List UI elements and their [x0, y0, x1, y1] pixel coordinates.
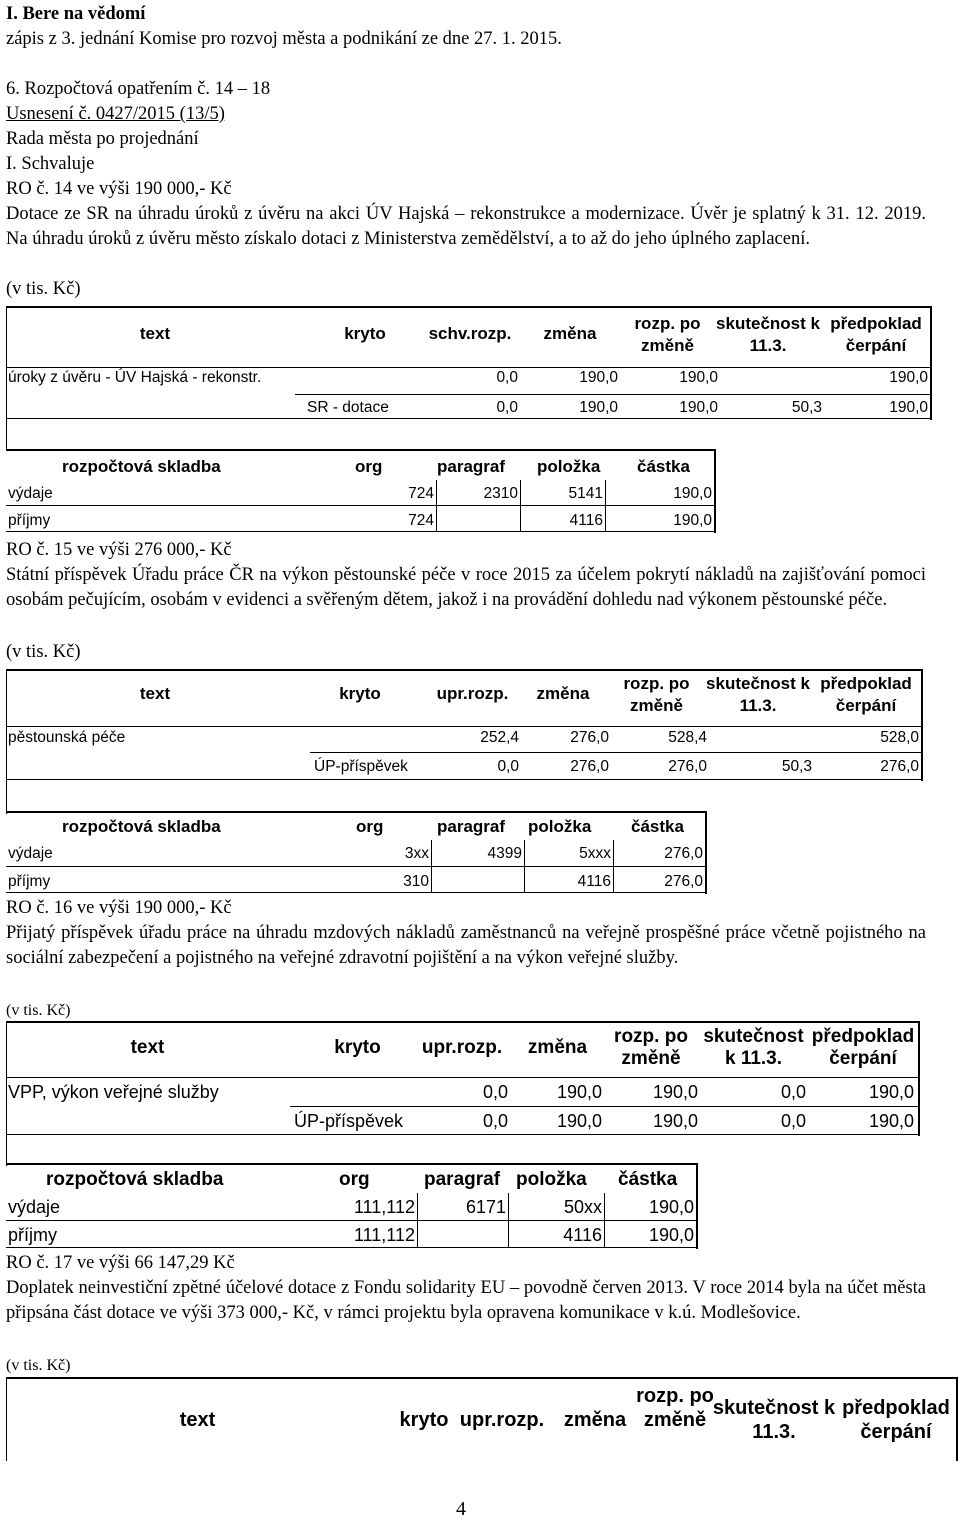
ro16-sk-row1-polozka: 50xx [563, 1197, 602, 1217]
ro16-row2-skutecnost: 0,0 [780, 1111, 806, 1131]
ro15-sk-col-paragraf: paragraf [437, 817, 506, 836]
ro14-sk-col-polozka: položka [537, 457, 601, 476]
ro16-sk-row1-org: 111,112 [353, 1197, 415, 1217]
ro15-row2-skutecnost: 50,3 [781, 758, 812, 775]
ro17-col-upr: upr.rozp. [459, 1409, 545, 1431]
ro16-sk-row1-paragraf: 6171 [465, 1197, 506, 1217]
ro14-row1-text: úroky z úvěru - ÚV Hajská - rekonstr. [8, 369, 262, 386]
ro15-col-upr: upr.rozp. [436, 684, 509, 703]
ro15-sk-row1-org: 3xx [404, 845, 429, 862]
ro14-description: Dotace ze SR na úhradu úroků z úvěru na akci ÚV Hajská – rekonstrukce a modernizace. Úvěr je splatný k 31. 12. 2019. Na úhradu úroků z úvěru město získalo dotaci z Ministerstva zemědělství, a to až do jeho úplného zaplacení. [6, 204, 926, 249]
ro15-row2-rozp: 276,0 [668, 758, 707, 775]
ro14-row2-schv: 0,0 [496, 399, 518, 416]
ro14-sk-row1-paragraf: 2310 [483, 485, 518, 502]
ro14-sk-row1-org: 724 [408, 485, 434, 502]
ro16-col-predpoklad: předpoklad čerpání [811, 1026, 915, 1069]
ro15-col-rozp-po-zmene: rozp. po změně [623, 674, 690, 715]
ro14-row1-schv: 0,0 [496, 369, 518, 386]
ro17-col-rozp-po-zmene: rozp. po změně [636, 1385, 714, 1431]
ro15-row2-zmena: 276,0 [570, 758, 609, 775]
ro16-row1-upr: 0,0 [482, 1082, 508, 1102]
ro16-description: Přijatý příspěvek úřadu práce na úhradu mzdových nákladů zaměstnanců na veřejně prospěšné práce včetně pojistného na sociální zabezpečení a pojistného na veřejné zdravotní pojištění a na výkon veřejné služby. [6, 923, 926, 968]
ro16-row1-skutecnost: 0,0 [780, 1082, 806, 1102]
ro16-sk-row1-castka: 190,0 [648, 1197, 694, 1217]
ro16-sk-row2-castka: 190,0 [648, 1225, 694, 1245]
ro17-unit: (v tis. Kč) [6, 1357, 71, 1374]
ro14-col-schv: schv.rozp. [428, 324, 512, 343]
council-line: Rada města po projednání [6, 129, 199, 149]
ro15-sk-row2-castka: 276,0 [664, 873, 703, 890]
ro16-sk-row1-label: výdaje [8, 1197, 61, 1217]
ro15-sk-col-skladba: rozpočtová skladba [62, 817, 221, 836]
ro15-sk-row1-polozka: 5xxx [579, 845, 611, 862]
ro15-col-zmena: změna [536, 684, 590, 703]
ro14-row1-predpoklad: 190,0 [889, 369, 928, 386]
ro16-row2-kryto: ÚP-příspěvek [294, 1111, 404, 1131]
ro14-row1-zmena: 190,0 [579, 369, 618, 386]
ro17-col-skutecnost: skutečnost k 11.3. [712, 1397, 836, 1443]
ro15-row2-kryto: ÚP-příspěvek [314, 758, 408, 775]
ro16-title: RO č. 16 ve výši 190 000,- Kč [6, 898, 232, 918]
ro16-row2-upr: 0,0 [482, 1111, 508, 1131]
ro14-sk-col-skladba: rozpočtová skladba [62, 457, 221, 476]
ro14-sk-col-org: org [355, 457, 383, 476]
ro17-col-text: text [179, 1409, 216, 1431]
ro14-sk-row2-castka: 190,0 [673, 512, 712, 529]
ro15-row1-rozp: 528,4 [668, 729, 707, 746]
ro15-sk-row2-polozka: 4116 [577, 873, 611, 890]
ro14-sk-row1-polozka: 5141 [568, 485, 603, 502]
ro16-row1-text: VPP, výkon veřejné služby [8, 1082, 219, 1102]
ro14-col-predpoklad: předpoklad čerpání [830, 314, 922, 355]
ro14-sk-row1-castka: 190,0 [673, 485, 712, 502]
ro16-sk-row2-polozka: 4116 [563, 1225, 602, 1245]
ro15-unit: (v tis. Kč) [6, 642, 81, 662]
ro16-row2-rozp: 190,0 [652, 1111, 698, 1131]
ro15-col-text: text [139, 684, 171, 703]
ro14-sk-row2-org: 724 [408, 512, 434, 529]
ro14-col-text: text [139, 324, 171, 343]
ro16-col-rozp-po-zmene: rozp. po změně [614, 1026, 688, 1069]
ro16-row1-predpoklad: 190,0 [868, 1082, 914, 1102]
ro16-sk-col-polozka: položka [516, 1169, 587, 1190]
ro15-sk-row2-org: 310 [403, 873, 429, 890]
ro15-row1-predpoklad: 528,0 [880, 729, 919, 746]
ro16-sk-col-castka: částka [618, 1169, 678, 1190]
ro14-sk-col-paragraf: paragraf [437, 457, 506, 476]
ro16-col-kryto: kryto [334, 1037, 381, 1058]
ro14-row1-rozp: 190,0 [679, 369, 718, 386]
ro14-row2-predpoklad: 190,0 [889, 399, 928, 416]
ro15-row2-predpoklad: 276,0 [880, 758, 919, 775]
ro16-col-upr: upr.rozp. [421, 1037, 503, 1058]
ro16-col-skutecnost: skutečnost k 11.3. [703, 1026, 804, 1069]
ro14-row2-kryto: SR - dotace [307, 399, 389, 416]
ro14-row2-zmena: 190,0 [579, 399, 618, 416]
ro16-col-zmena: změna [527, 1037, 588, 1058]
ro16-sk-row2-org: 111,112 [353, 1225, 415, 1245]
ro16-sk-row2-label: příjmy [8, 1225, 57, 1245]
ro16-row1-zmena: 190,0 [556, 1082, 602, 1102]
ro14-sk-row2-label: příjmy [8, 512, 51, 529]
ro15-row1-text: pěstounská péče [8, 729, 126, 746]
ro14-col-zmena: změna [543, 324, 597, 343]
ro14-col-rozp-po-zmene: rozp. po změně [634, 314, 701, 355]
ro15-row1-zmena: 276,0 [570, 729, 609, 746]
approves-line: I. Schvaluje [6, 154, 95, 174]
ro15-row1-upr: 252,4 [480, 729, 519, 746]
ro14-col-kryto: kryto [344, 324, 386, 343]
ro15-sk-col-castka: částka [631, 817, 684, 836]
ro14-sk-row2-polozka: 4116 [569, 512, 603, 529]
ro15-col-kryto: kryto [339, 684, 381, 703]
ro15-col-skutecnost: skutečnost k 11.3. [706, 674, 810, 715]
ro17-description: Doplatek neinvestiční zpětné účelové dotace z Fondu solidarity EU – povodně červen 2013. V roce 2014 byla na účet města připsána část dotace ve výši 373 000,- Kč, v rámci projektu byla opravena komunikace v k.ú. Modlešovice. [6, 1278, 926, 1323]
ro15-title: RO č. 15 ve výši 276 000,- Kč [6, 540, 232, 560]
ro15-col-predpoklad: předpoklad čerpání [820, 674, 912, 715]
ro17-col-zmena: změna [563, 1409, 627, 1431]
ro14-unit: (v tis. Kč) [6, 279, 81, 299]
ro17-title: RO č. 17 ve výši 66 147,29 Kč [6, 1253, 235, 1273]
ro16-row2-zmena: 190,0 [556, 1111, 602, 1131]
ro15-sk-row1-label: výdaje [8, 845, 53, 862]
ro16-sk-col-paragraf: paragraf [424, 1169, 501, 1190]
ro15-sk-col-org: org [356, 817, 384, 836]
zapis-line: zápis z 3. jednání Komise pro rozvoj města a podnikání ze dne 27. 1. 2015. [6, 29, 562, 49]
ro17-col-kryto: kryto [399, 1409, 449, 1431]
ro16-sk-col-org: org [339, 1169, 370, 1190]
ro16-sk-col-skladba: rozpočtová skladba [46, 1169, 224, 1190]
ro15-sk-row1-castka: 276,0 [664, 845, 703, 862]
ro15-description: Státní příspěvek Úřadu práce ČR na výkon pěstounské péče v roce 2015 za účelem pokrytí nákladů na zajišťování pomoci osobám pečujícím, osobám v evidenci a svěřeným dětem, jakož i na provádění dohledu nad výkonem pěstounské péče. [6, 565, 926, 610]
ro16-row2-predpoklad: 190,0 [868, 1111, 914, 1131]
ro14-row2-skutecnost: 50,3 [791, 399, 822, 416]
ro16-col-text: text [130, 1037, 165, 1058]
item-title: 6. Rozpočtová opatřením č. 14 – 18 [6, 79, 271, 99]
resolution-number: Usnesení č. 0427/2015 (13/5) [6, 104, 225, 124]
ro16-row1-rozp: 190,0 [652, 1082, 698, 1102]
ro15-row2-upr: 0,0 [497, 758, 519, 775]
page-number: 4 [456, 1498, 466, 1520]
ro15-sk-row1-paragraf: 4399 [487, 845, 522, 862]
ro14-title: RO č. 14 ve výši 190 000,- Kč [6, 179, 232, 199]
ro14-col-skutecnost: skutečnost k 11.3. [716, 314, 820, 355]
ro16-unit: (v tis. Kč) [6, 1002, 71, 1019]
ro15-sk-row2-label: příjmy [8, 873, 51, 890]
ro14-row2-rozp: 190,0 [679, 399, 718, 416]
ro14-sk-col-castka: částka [637, 457, 690, 476]
ro15-sk-col-polozka: položka [528, 817, 592, 836]
ro17-col-predpoklad: předpoklad čerpání [842, 1397, 950, 1443]
ro14-sk-row1-label: výdaje [8, 485, 53, 502]
heading-bere-na-vedomi: I. Bere na vědomí [6, 4, 146, 24]
